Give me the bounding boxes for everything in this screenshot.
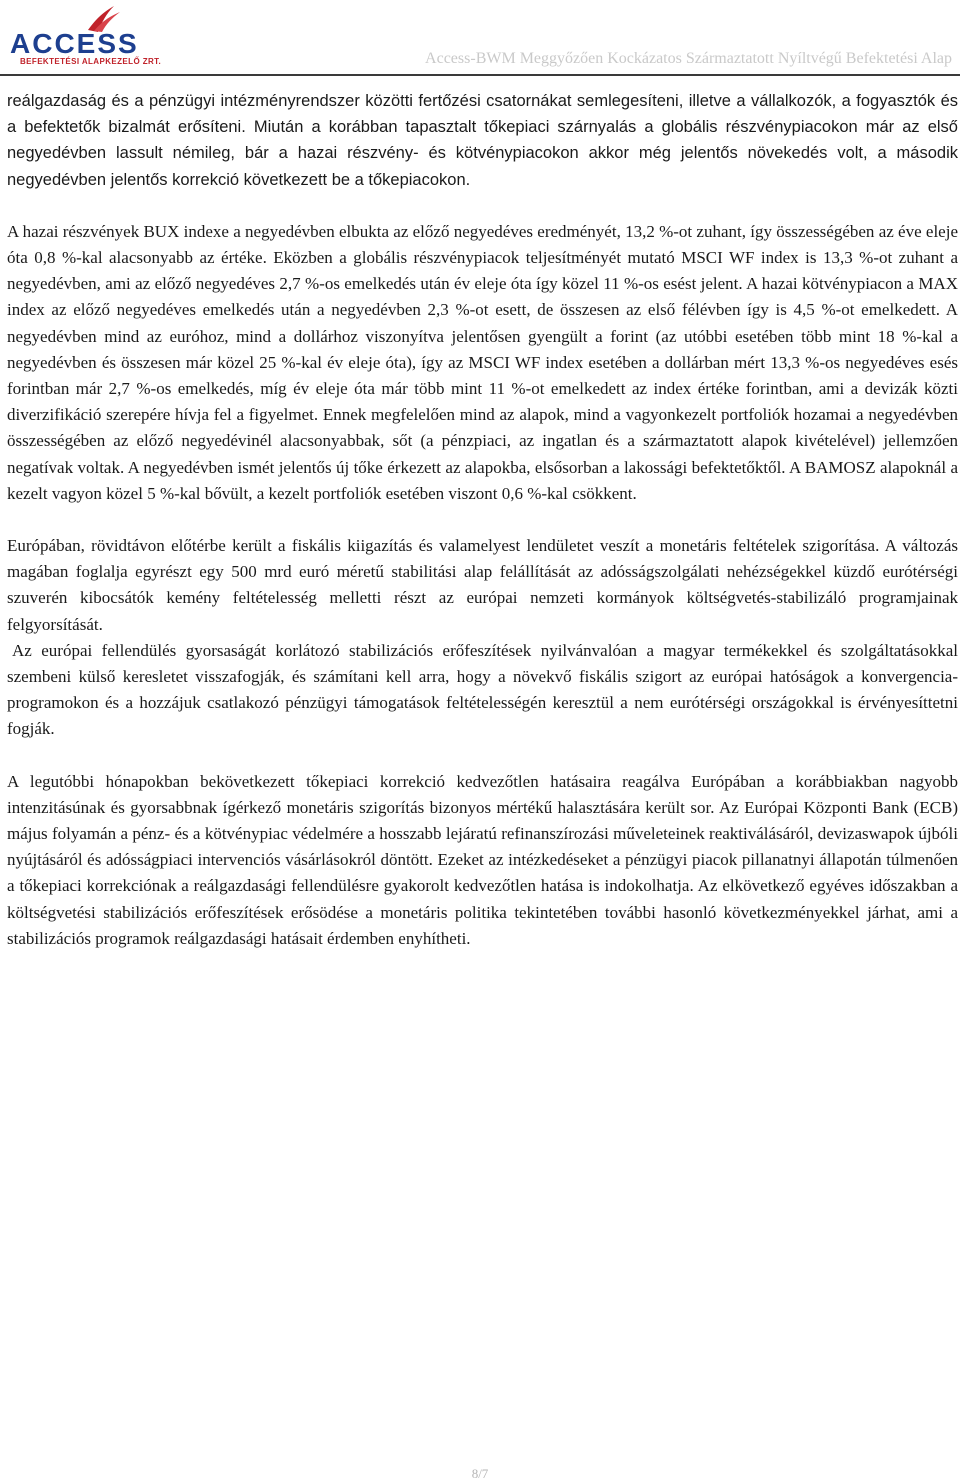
header-divider: [0, 74, 960, 76]
paragraph-3: Európában, rövidtávon előtérbe került a fiskális kiigazítás és valamelyest lendületet veszít a monetáris feltételek szigorítása. A változás magában foglalja egyrészt egy 500 mrd euró méretű stabilitási alap felállítását az adósságszolgálati nehézségekkel küzdő eurótérségi szuverén kibocsátók kemény feltételesség melletti részt az európai nemzeti kormányok költségvetés-stabilizáló programjainak felgyorsítását.: [7, 536, 958, 634]
company-logo: [6, 4, 196, 68]
fund-title: Access-BWM Meggyőzően Kockázatos Származtatott Nyíltvégű Befektetési Alap: [425, 50, 952, 67]
paragraph-1: reálgazdaság és a pénzügyi intézményrendszer közötti fertőzési csatornákat semlegesíteni, illetve a vállalkozók, a fogyasztók és a befektetők bizalmát erősíteni. Miután a korábban tapasztalt tőkepiaci szárnyalás a globális részvénypiacokon már az első negyedévben lassult némileg, bár a hazai részvény- és kötvénypiacokon akkor még jelentős növekedés volt, a második negyedévben jelentős korrekció következett be a tőkepiacokon.: [7, 92, 958, 189]
body-text: [7, 88, 958, 978]
paragraph-4: Az európai fellendülés gyorsaságát korlátozó stabilizációs erőfeszítések nyilvánvalóan a magyar termékekkel és szolgáltatásokkal szembeni külső keresletet visszafogják, és számítani kell arra, hogy a növekvő fiskális szigort az európai hatóságok a konvergencia-programokon és a hozzájuk csatlakozó pénzügyi támogatások feltételességén keresztül a nem eurótérségi országokkal is érvényesíttetni fogják.: [7, 640, 958, 739]
logo-subtitle: BEFEKTETÉSI ALAPKEZELŐ ZRT.: [20, 57, 162, 66]
logo-wordmark: ACCESS: [10, 28, 139, 59]
paragraph-2: A hazai részvények BUX indexe a negyedévben elbukta az előző negyedéves eredményét, 13,2 %-ot zuhant, így összességében az éve eleje óta 0,8 %-kal alacsonyabb az értéke. Eközben a globális részvénypiacok teljesítményét mutató MSCI WF index is 13,3 %-ot zuhant a negyedévben, ami az előző negyedéves 2,7 %-os emelkedés után év eleje óta így közel 11 %-os esést jelent. A hazai kötvénypiacon a MAX index az előző negyedéves emelkedés után a negyedévben 2,3 %-ot esett, de összesen az első félévben így is 4,5 %-ot emelkedett. A negyedévben mind az euróhoz, mind a dollárhoz viszonyítva jelentősen gyengült a forint (az utóbbi esetében több mint 18 %-kal a negyedévben és összesen már közel 25 %-kal év eleje óta), így az MSCI WF index esetében a dollárban mért 13,3 %-os negyedéves esés forintban már 2,7 %-os emelkedés, míg év eleje óta már több mint 11 %-ot emelkedett az index értéke forintban, ami a devizák közti diverzifikáció szerepére hívja fel a figyelmet. Ennek megfelelően mind az alapok, mind a vagyonkezelt portfoliók hozamai a negyedévben összességében az előző negyedévinél alacsonyabbak, sőt (a pénzpiaci, az ingatlan és a származtatott alapok kivételével) jellemzően negatívak voltak. A negyedévben ismét jelentős új tőke érkezett az alapokba, elsősorban a lakossági befektetőktől. A BAMOSZ alapoknál a kezelt vagyon közel 5 %-kal bővült, a kezelt portfoliók esetében viszont 0,6 %-kal csökkent.: [7, 221, 958, 503]
page-header: [0, 0, 960, 78]
paragraph-5: A legutóbbi hónapokban bekövetkezett tőkepiaci korrekció kedvezőtlen hatásaira reagálva Európában a korábbiakban nagyobb intenzitásúnak és gyorsabbnak ígérkező monetáris szigorítás bizonyos mértékű halasztására került sor. Az Európai Központi Bank (ECB) május folyamán a pénz- és a kötvénypiac védelmére a hosszabb lejáratú refinanszírozási műveleteinek reaktiválásáról, devizaswapok újbóli nyújtásáról és adósságpiaci intervenciós vásárlásokról döntött. Ezeket az intézkedéseket a pénzügyi piacok pillanatnyi állapotán túlmenően a tőkepiaci korrekciónak a reálgazdasági fellendülésre gyakorolt kedvezőtlen hatása is indokolhatja. Az elkövetkező egyéves időszakban a költségvetési stabilizációs erőfeszítések erősödése a monetáris politika tekintetében további hasonló következményekkel járhat, ami a stabilizációs programok reálgazdasági hatásait érdemben enyhítheti.: [7, 771, 958, 948]
page-number: 8/7: [471, 1466, 489, 1481]
